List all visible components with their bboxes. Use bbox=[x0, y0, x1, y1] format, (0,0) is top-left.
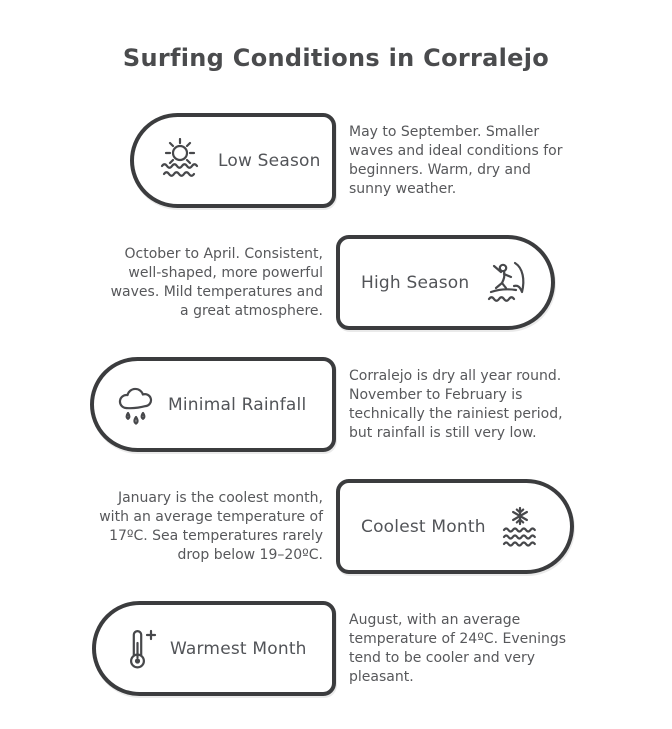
badge-label: Coolest Month bbox=[361, 516, 486, 537]
badge-high-season bbox=[336, 235, 555, 330]
row-warmest-month bbox=[0, 600, 672, 697]
badge-minimal-rainfall bbox=[90, 357, 336, 452]
thermometer-plus-icon bbox=[117, 626, 157, 672]
row-text-column bbox=[0, 489, 336, 565]
row-minimal-rainfall bbox=[0, 356, 672, 453]
row-text-column bbox=[336, 611, 672, 687]
row-badge-column bbox=[336, 479, 672, 574]
row-low-season bbox=[0, 112, 672, 209]
row-description: Corralejo is dry all year round. November to February is technically the rainiest period, but rainfall is still very low. bbox=[349, 367, 563, 441]
sun-over-waves-icon bbox=[155, 138, 205, 184]
row-badge-column bbox=[0, 601, 336, 696]
badge-label: Low Season bbox=[218, 150, 321, 171]
row-coolest-month bbox=[0, 478, 672, 575]
row-description: January is the coolest month, with an average temperature of 17ºC. Sea temperatures rarely drop below 19–20ºC. bbox=[99, 489, 323, 563]
row-text-column bbox=[336, 123, 672, 199]
surfer-icon bbox=[481, 261, 527, 305]
page-title: Surfing Conditions in Corralejo bbox=[122, 44, 550, 72]
row-badge-column bbox=[0, 113, 336, 208]
row-badge-column bbox=[336, 235, 672, 330]
badge-low-season bbox=[130, 113, 336, 208]
badge-coolest-month bbox=[336, 479, 574, 574]
badge-warmest-month bbox=[92, 601, 336, 696]
badge-label: Minimal Rainfall bbox=[168, 394, 307, 415]
row-high-season bbox=[0, 234, 672, 331]
badge-label: Warmest Month bbox=[170, 638, 307, 659]
row-text-column bbox=[336, 367, 672, 443]
row-description: May to September. Smaller waves and ideal conditions for beginners. Warm, dry and sunny weather. bbox=[349, 123, 563, 197]
row-description: August, with an average temperature of 24ºC. Evenings tend to be cooler and very pleasant. bbox=[349, 611, 567, 685]
row-description: October to April. Consistent, well-shaped, more powerful waves. Mild temperatures and a great atmosphere. bbox=[110, 245, 323, 319]
snowflake-over-waves-icon bbox=[498, 506, 542, 548]
row-text-column bbox=[0, 245, 336, 321]
badge-label: High Season bbox=[361, 272, 470, 293]
rain-cloud-icon bbox=[115, 382, 155, 428]
row-badge-column bbox=[0, 357, 336, 452]
